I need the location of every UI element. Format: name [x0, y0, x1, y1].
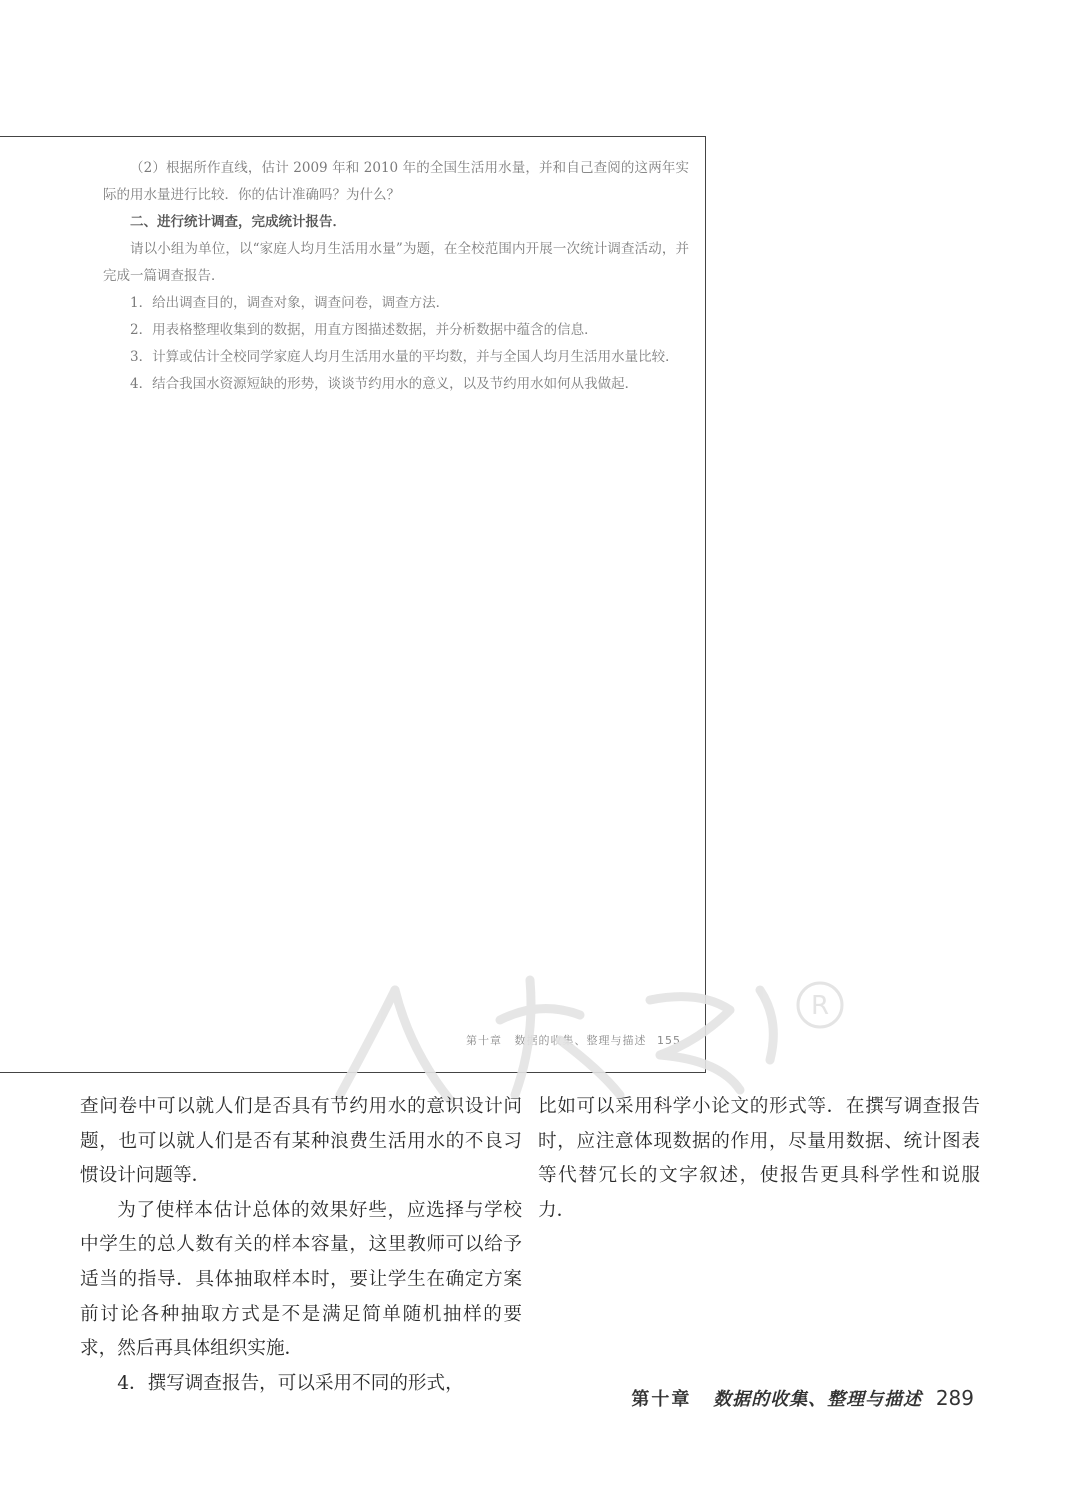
main-text-columns [80, 1090, 980, 1394]
svg-text:R: R [810, 991, 830, 1021]
footer-page-number: 289 [935, 1386, 974, 1410]
inset-footer-chapter: 第十章 [466, 1034, 502, 1047]
embedded-textbook-page [0, 136, 706, 1073]
inset-footer-title: 数据的收集、整理与描述 [514, 1034, 647, 1047]
right-column [538, 1090, 980, 1228]
footer-chapter: 第十章 [631, 1389, 692, 1410]
inset-footer-page-number: 155 [657, 1034, 681, 1047]
left-paragraph-1: 查问卷中可以就人们是否具有节约用水的意识设计问题，也可以就人们是否有某种浪费生活用水的不良习惯设计问题等． [80, 1096, 522, 1187]
inset-section-heading: 二、进行统计调查，完成统计报告． [130, 214, 346, 230]
inset-item-2: 2．用表格整理收集到的数据，用直方图描述数据，并分析数据中蕴含的信息． [130, 322, 598, 338]
page-footer [631, 1385, 974, 1411]
embedded-page-footer [466, 1032, 681, 1048]
left-paragraph-2: 为了使样本估计总体的效果好些，应选择与学校中学生的总人数有关的样本容量，这里教师可以给予适当的指导．具体抽取样本时，要让学生在确定方案前讨论各种抽取方式是不是满足简单随机抽样的要求，然后再具体组织实施． [80, 1199, 522, 1360]
inset-line-3: 请以小组为单位，以“家庭人均月生活用水量”为题，在全校范围内开展一次统计调查活动，并完成一篇调查报告． [103, 241, 689, 284]
footer-chapter-title: 数据的收集、整理与描述 [713, 1389, 923, 1410]
left-paragraph-3: 4．撰写调查报告，可以采用不同的形式， [117, 1372, 464, 1394]
inset-line-1: （2）根据所作直线，估计 2009 年和 2010 年的全国生活用水量，并和自己查阅的这两年实际的用水量进行比较．你的估计准确吗？为什么？ [103, 160, 689, 203]
inset-item-3: 3．计算或估计全校同学家庭人均月生活用水量的平均数，并与全国人均月生活用水量比较． [130, 349, 679, 365]
embedded-page-text [103, 155, 689, 398]
left-column [80, 1090, 522, 1401]
right-paragraph-1: 比如可以采用科学小论文的形式等．在撰写调查报告时，应注意体现数据的作用，尽量用数据、统计图表等代替冗长的文字叙述，使报告更具科学性和说服力． [538, 1096, 980, 1221]
inset-item-1: 1．给出调查目的，调查对象，调查问卷，调查方法． [130, 295, 450, 311]
inset-item-4: 4．结合我国水资源短缺的形势，谈谈节约用水的意义，以及节约用水如何从我做起． [130, 376, 639, 392]
